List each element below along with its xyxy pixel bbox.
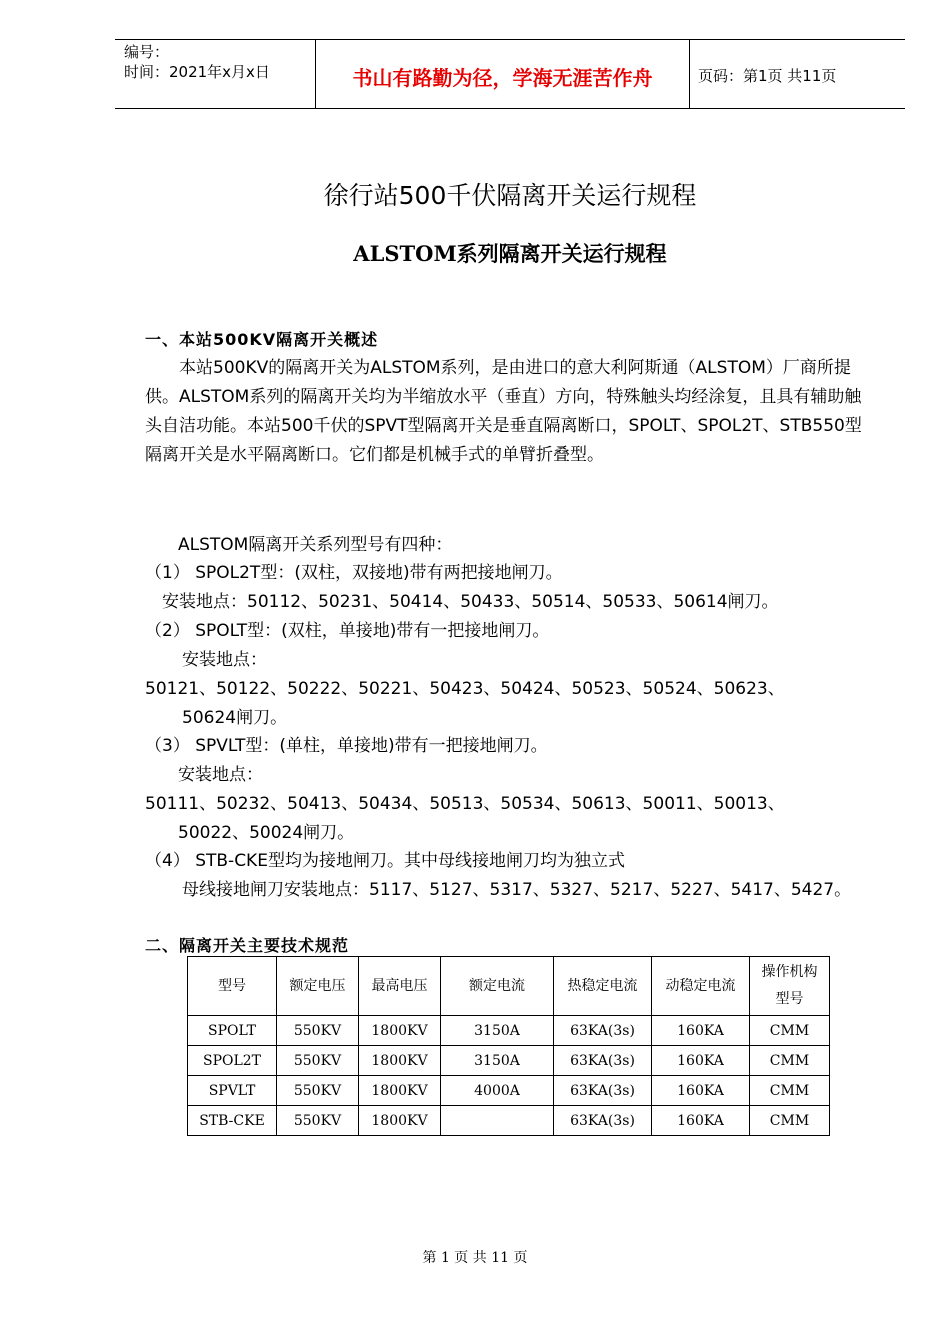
column-header: 操作机构型号 bbox=[750, 957, 830, 1016]
type-2: （2） SPOLT型：(双柱，单接地)带有一把接地闸刀。 bbox=[145, 621, 550, 641]
table-row bbox=[188, 1016, 830, 1046]
table-header-row bbox=[188, 957, 830, 1016]
document-title: 徐行站500千伏隔离开关运行规程 bbox=[323, 181, 697, 210]
page-header bbox=[115, 39, 905, 109]
table-row bbox=[188, 1076, 830, 1106]
table-cell: 160KA bbox=[652, 1076, 750, 1106]
table-cell: 63KA(3s) bbox=[554, 1016, 652, 1046]
header-number: 编号： bbox=[124, 43, 170, 61]
type-3-locations-line2: 50022、50024闸刀。 bbox=[178, 823, 355, 843]
table-cell bbox=[441, 1106, 554, 1136]
type-4: （4） STB-CKE型均为接地闸刀。其中母线接地闸刀均为独立式 bbox=[145, 851, 625, 871]
table-cell: 1800KV bbox=[359, 1046, 441, 1076]
type-2-locations-label: 安装地点： bbox=[182, 650, 267, 670]
table-cell: 3150A bbox=[441, 1046, 554, 1076]
table-cell: 550KV bbox=[277, 1016, 359, 1046]
type-2-locations-line2: 50624闸刀。 bbox=[182, 708, 288, 728]
header-page-info: 页码：第1页 共11页 bbox=[698, 67, 837, 85]
table-cell: 63KA(3s) bbox=[554, 1046, 652, 1076]
table-cell: SPOL2T bbox=[188, 1046, 277, 1076]
table-cell: 63KA(3s) bbox=[554, 1106, 652, 1136]
page-footer: 第 1 页 共 11 页 bbox=[422, 1250, 528, 1266]
spec-table bbox=[187, 956, 830, 1136]
section-1-heading: 一、本站500KV隔离开关概述 bbox=[145, 330, 379, 349]
table-cell: 63KA(3s) bbox=[554, 1076, 652, 1106]
type-3: （3） SPVLT型：(单柱，单接地)带有一把接地闸刀。 bbox=[145, 736, 548, 756]
column-header: 额定电流 bbox=[441, 957, 554, 1016]
table-cell: STB-CKE bbox=[188, 1106, 277, 1136]
table-cell: 160KA bbox=[652, 1046, 750, 1076]
table-cell: 3150A bbox=[441, 1016, 554, 1046]
table-cell: SPOLT bbox=[188, 1016, 277, 1046]
table-row bbox=[188, 1046, 830, 1076]
header-divider bbox=[689, 40, 690, 108]
table-cell: 550KV bbox=[277, 1076, 359, 1106]
table-cell: 160KA bbox=[652, 1016, 750, 1046]
type-1: （1） SPOL2T型：(双柱，双接地)带有两把接地闸刀。 bbox=[145, 563, 563, 583]
table-cell: 160KA bbox=[652, 1106, 750, 1136]
table-cell: 1800KV bbox=[359, 1106, 441, 1136]
column-header: 额定电压 bbox=[277, 957, 359, 1016]
table-cell: CMM bbox=[750, 1106, 830, 1136]
section-2-heading: 二、隔离开关主要技术规范 bbox=[145, 936, 350, 955]
table-row bbox=[188, 1106, 830, 1136]
type-1-locations: 安装地点：50112、50231、50414、50433、50514、50533、50614闸刀。 bbox=[162, 592, 779, 612]
column-header: 热稳定电流 bbox=[554, 957, 652, 1016]
table-cell: 550KV bbox=[277, 1046, 359, 1076]
types-intro: ALSTOM隔离开关系列型号有四种： bbox=[178, 535, 453, 555]
column-header: 最高电压 bbox=[359, 957, 441, 1016]
header-motto: 书山有路勤为径，学海无涯苦作舟 bbox=[352, 66, 653, 90]
section-1-intro: 本站500KV的隔离开关为ALSTOM系列，是由进口的意大利阿斯通（ALSTOM）厂商所提供。ALSTOM系列的隔离开关均为半缩放水平（垂直）方向，特殊触头均经涂复，且具有辅助触头自洁功能。本站500千伏的SPVT型隔离开关是垂直隔离断口，SPOLT、SPOL2T、STB550型隔离开关是水平隔离断口。它们都是机械手式的单臂折叠型。 bbox=[145, 358, 862, 465]
table-cell: CMM bbox=[750, 1076, 830, 1106]
table-cell: SPVLT bbox=[188, 1076, 277, 1106]
type-2-locations-line1: 50121、50122、50222、50221、50423、50424、50523、50524、50623、 bbox=[145, 679, 785, 699]
table-cell: CMM bbox=[750, 1016, 830, 1046]
header-time: 时间：2021年x月x日 bbox=[124, 63, 270, 81]
column-header: 型号 bbox=[188, 957, 277, 1016]
table-cell: 4000A bbox=[441, 1076, 554, 1106]
document-subtitle: ALSTOM系列隔离开关运行规程 bbox=[353, 241, 667, 266]
column-header: 动稳定电流 bbox=[652, 957, 750, 1016]
table-cell: CMM bbox=[750, 1046, 830, 1076]
type-4-locations: 母线接地闸刀安装地点：5117、5127、5317、5327、5217、5227、5417、5427。 bbox=[182, 880, 852, 900]
table-cell: 1800KV bbox=[359, 1016, 441, 1046]
table-cell: 550KV bbox=[277, 1106, 359, 1136]
header-meta bbox=[124, 42, 270, 82]
table-cell: 1800KV bbox=[359, 1076, 441, 1106]
type-3-locations-line1: 50111、50232、50413、50434、50513、50534、50613、50011、50013、 bbox=[145, 794, 785, 814]
type-3-locations-label: 安装地点： bbox=[178, 765, 263, 785]
